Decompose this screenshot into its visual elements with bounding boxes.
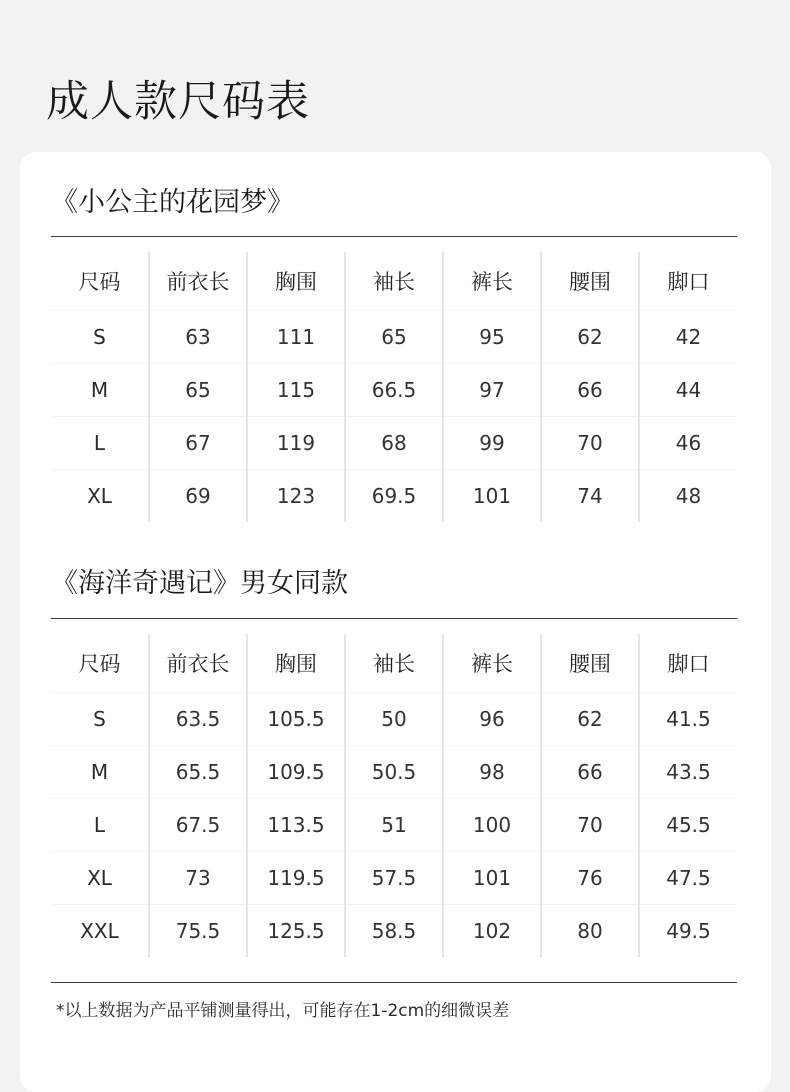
size-cell: S [51, 311, 149, 364]
chest-cell: 109.5 [247, 746, 345, 799]
waist-cell: 66 [541, 746, 639, 799]
pants-length-cell: 95 [443, 311, 541, 364]
chest-cell: 125.5 [247, 905, 345, 958]
size-table-garden-dream [51, 252, 737, 522]
pants-length-cell: 97 [443, 364, 541, 417]
sleeve-length-cell: 58.5 [345, 905, 443, 958]
size-cell: M [51, 746, 149, 799]
pants-length-cell: 100 [443, 799, 541, 852]
front-length-cell: 65.5 [149, 746, 247, 799]
waist-cell: 80 [541, 905, 639, 958]
chest-cell: 105.5 [247, 693, 345, 746]
table-row [51, 693, 737, 746]
waist-cell: 62 [541, 693, 639, 746]
front-length-cell: 63 [149, 311, 247, 364]
header-waist: 腰围 [541, 252, 639, 311]
sleeve-length-cell: 50 [345, 693, 443, 746]
pants-length-cell: 102 [443, 905, 541, 958]
header-pants-length: 裤长 [443, 634, 541, 693]
table-row [51, 852, 737, 905]
sleeve-length-cell: 66.5 [345, 364, 443, 417]
table-row [51, 470, 737, 523]
size-cell: XL [51, 852, 149, 905]
header-leg-opening: 脚口 [639, 634, 737, 693]
size-cell: M [51, 364, 149, 417]
waist-cell: 76 [541, 852, 639, 905]
section-title-ocean-adventure: 《海洋奇遇记》男女同款 [51, 568, 348, 599]
size-table-ocean-adventure [51, 634, 737, 957]
chest-cell: 115 [247, 364, 345, 417]
header-chest: 胸围 [247, 634, 345, 693]
chest-cell: 119 [247, 417, 345, 470]
leg-opening-cell: 42 [639, 311, 737, 364]
size-cell: XL [51, 470, 149, 523]
leg-opening-cell: 45.5 [639, 799, 737, 852]
sleeve-length-cell: 57.5 [345, 852, 443, 905]
front-length-cell: 73 [149, 852, 247, 905]
waist-cell: 62 [541, 311, 639, 364]
header-pants-length: 裤长 [443, 252, 541, 311]
front-length-cell: 63.5 [149, 693, 247, 746]
table-row [51, 799, 737, 852]
chest-cell: 111 [247, 311, 345, 364]
leg-opening-cell: 49.5 [666, 919, 711, 943]
leg-opening-cell: 41.5 [639, 693, 737, 746]
sleeve-length-cell: 51 [345, 799, 443, 852]
table-row [51, 364, 737, 417]
table-row [51, 905, 737, 958]
waist-cell: 66 [541, 364, 639, 417]
waist-cell: 70 [541, 417, 639, 470]
waist-cell: 70 [541, 799, 639, 852]
size-cell: L [51, 417, 149, 470]
pants-length-cell: 101 [443, 470, 541, 523]
table-header-row [51, 252, 737, 311]
chest-cell: 123 [247, 470, 345, 523]
leg-opening-cell: 47.5 [639, 852, 737, 905]
pants-length-cell: 98 [443, 746, 541, 799]
waist-cell: 74 [541, 470, 639, 523]
front-length-cell: 69 [149, 470, 247, 523]
size-cell: L [51, 799, 149, 852]
sleeve-length-cell: 65 [345, 311, 443, 364]
measurement-footnote: *以上数据为产品平铺测量得出，可能存在1-2cm的细微误差 [56, 1001, 510, 1021]
page-title: 成人款尺码表 [46, 77, 310, 127]
section-divider [51, 236, 737, 237]
leg-opening-cell: 43.5 [639, 746, 737, 799]
table-row [51, 746, 737, 799]
front-length-cell: 67.5 [149, 799, 247, 852]
pants-length-cell: 101 [443, 852, 541, 905]
chest-cell: 119.5 [247, 852, 345, 905]
header-size: 尺码 [51, 634, 149, 693]
pants-length-cell: 96 [443, 693, 541, 746]
header-chest: 胸围 [247, 252, 345, 311]
header-front-length: 前衣长 [149, 252, 247, 311]
front-length-cell: 65 [149, 364, 247, 417]
table-row [51, 311, 737, 364]
leg-opening-cell: 44 [639, 364, 737, 417]
table-header-row [51, 634, 737, 693]
pants-length-cell: 99 [443, 417, 541, 470]
table-row [51, 417, 737, 470]
header-waist: 腰围 [541, 634, 639, 693]
header-size: 尺码 [51, 252, 149, 311]
front-length-cell: 67 [149, 417, 247, 470]
section-title-garden-dream: 《小公主的花园梦》 [51, 187, 294, 218]
section-divider [51, 618, 737, 619]
leg-opening-cell: 48 [675, 484, 702, 508]
size-cell: S [51, 693, 149, 746]
header-sleeve-length: 袖长 [345, 252, 443, 311]
chest-cell: 113.5 [247, 799, 345, 852]
size-cell: XXL [51, 905, 149, 958]
leg-opening-cell: 46 [639, 417, 737, 470]
header-leg-opening: 脚口 [639, 252, 737, 311]
header-front-length: 前衣长 [149, 634, 247, 693]
footnote-divider [51, 982, 737, 983]
front-length-cell: 75.5 [149, 905, 247, 958]
sleeve-length-cell: 69.5 [345, 470, 443, 523]
sleeve-length-cell: 68 [345, 417, 443, 470]
header-sleeve-length: 袖长 [345, 634, 443, 693]
sleeve-length-cell: 50.5 [345, 746, 443, 799]
